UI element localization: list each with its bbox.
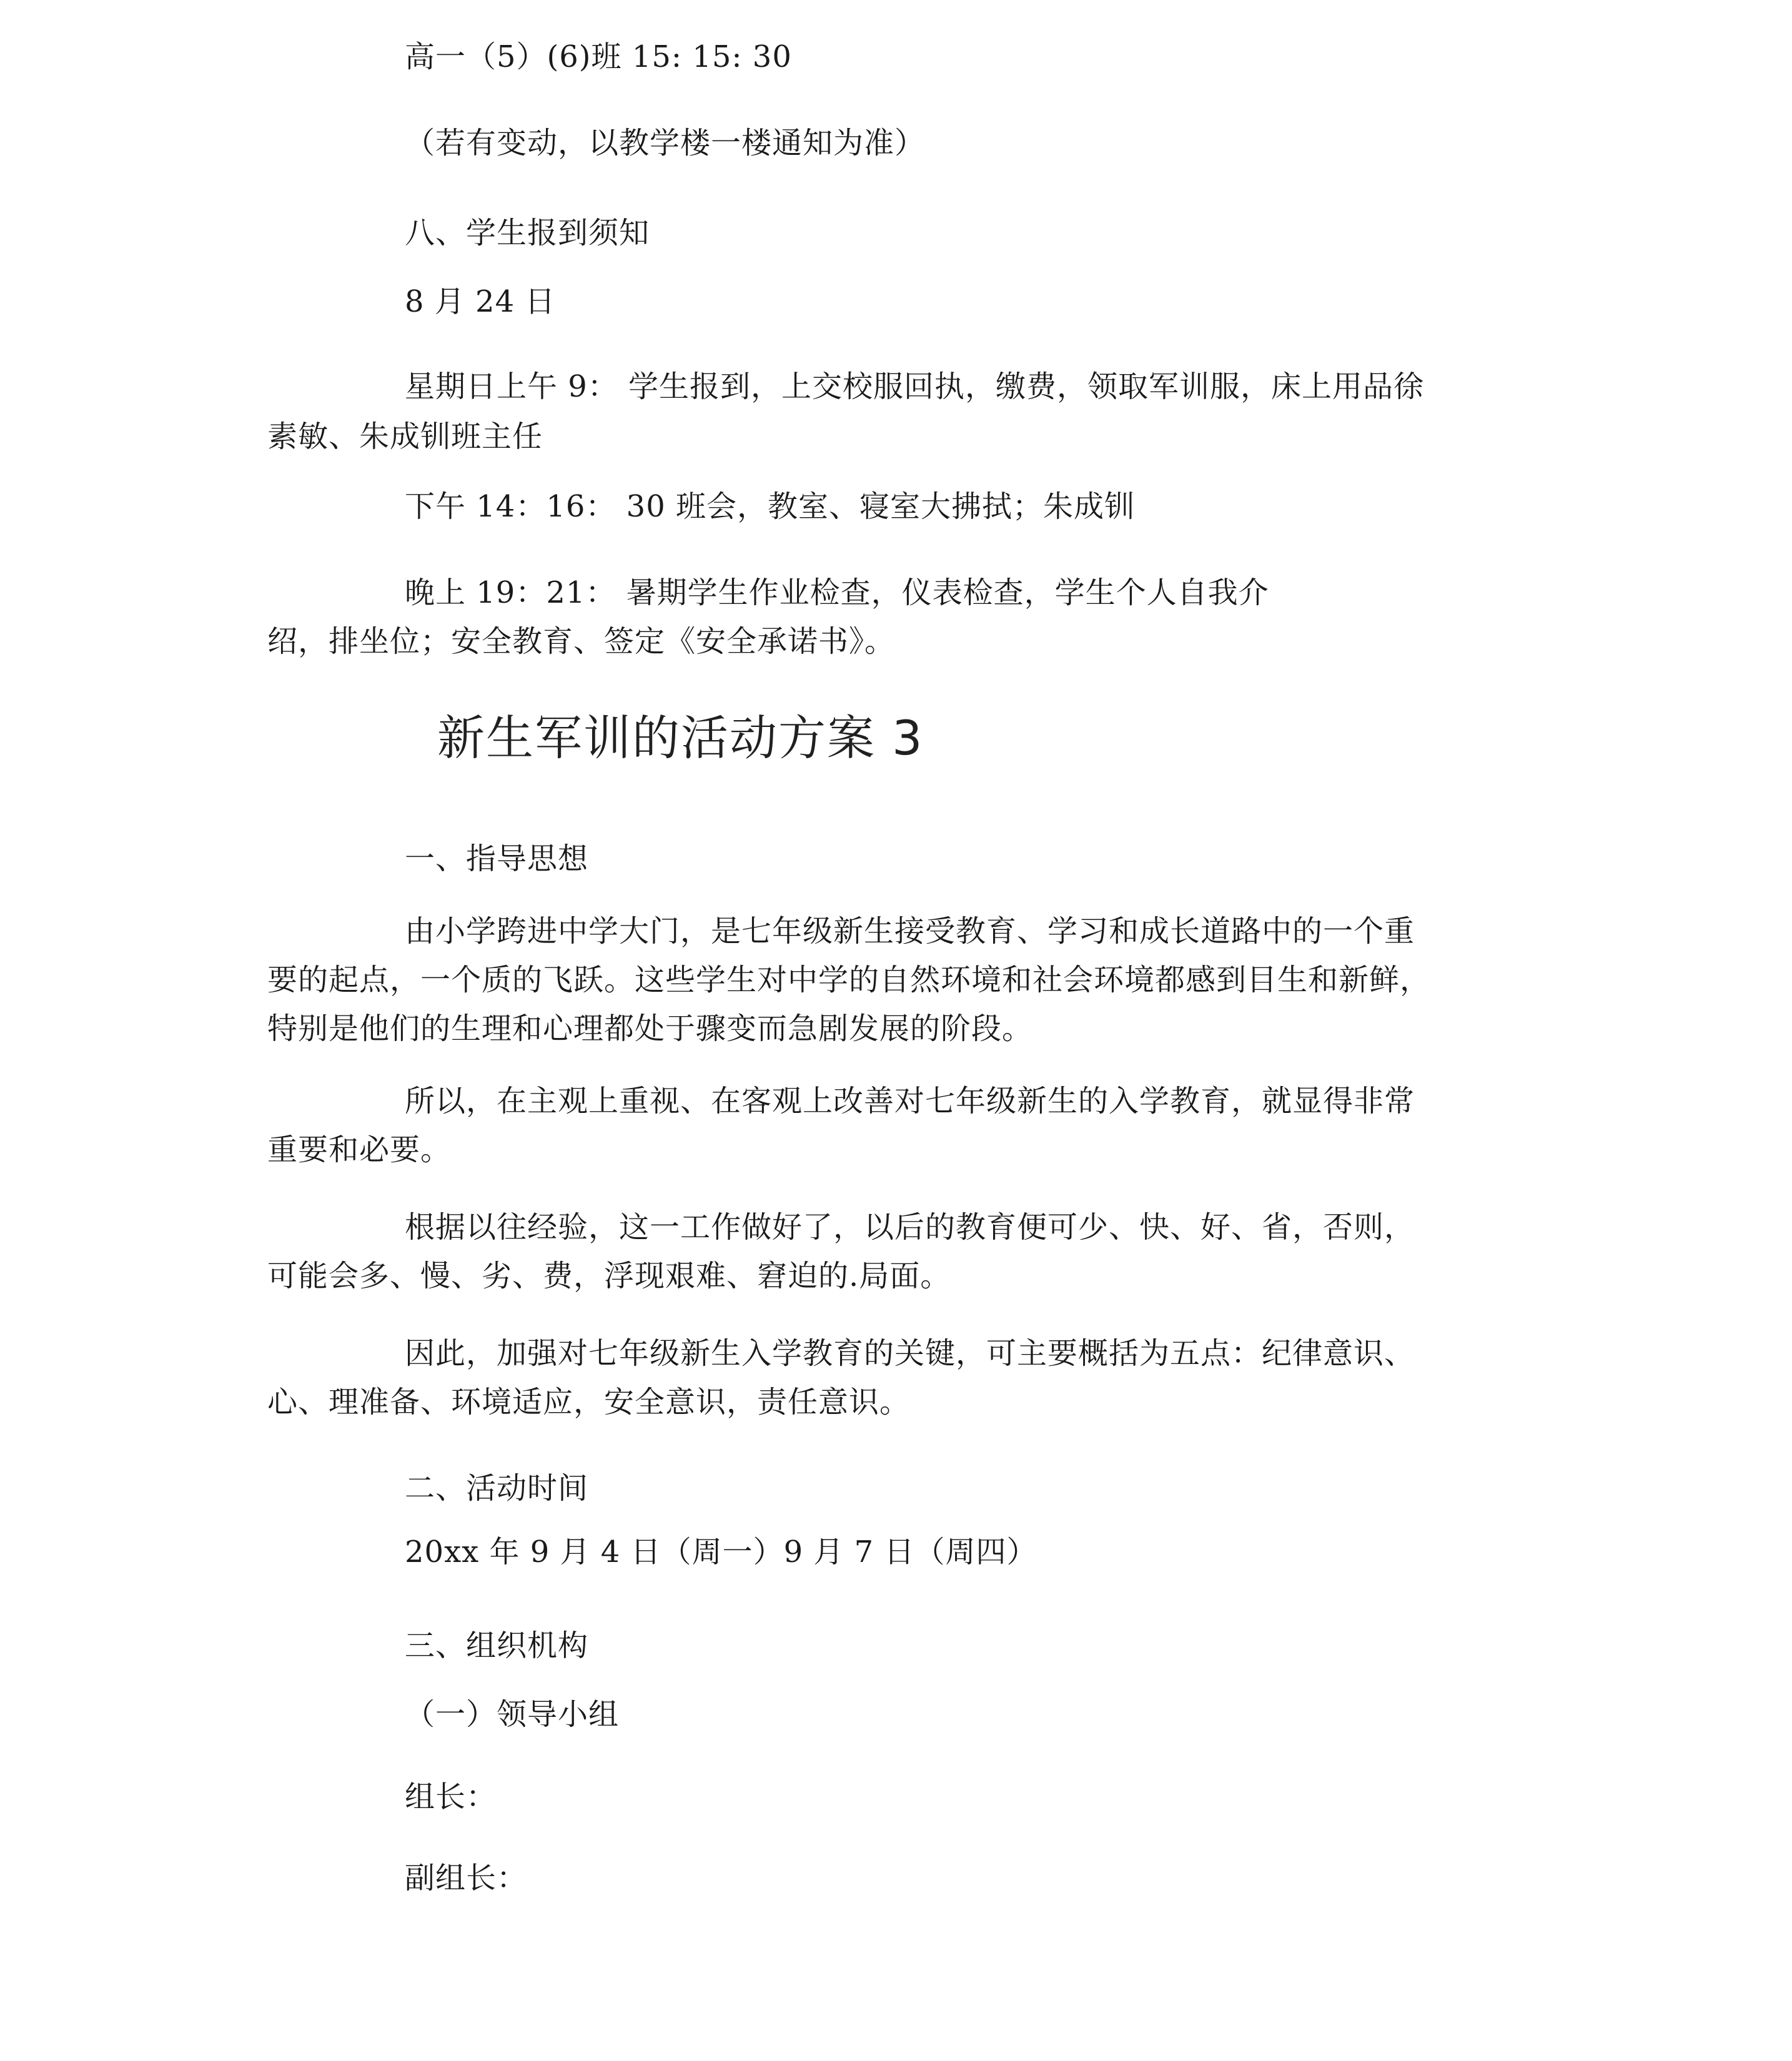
paragraph-3-line-2: 可能会多、慢、劣、费，浮现艰难、窘迫的.局面。 (267, 1258, 951, 1293)
paragraph-3-line-1: 根据以往经验，这一工作做好了，以后的教育便可少、快、好、省，否则， (405, 1210, 1415, 1245)
section-3-heading: 三、组织机构 (405, 1628, 589, 1663)
registration-date: 8 月 24 日 (405, 284, 556, 319)
paragraph-4-line-2: 心、理准备、环境适应，安全意识，责任意识。 (267, 1385, 911, 1420)
activity-dates: 20xx 年 9 月 4 日（周一）9 月 7 日（周四） (405, 1535, 1037, 1569)
paragraph-4-line-1: 因此，加强对七年级新生入学教育的关键，可主要概括为五点：纪律意识、 (405, 1336, 1415, 1371)
document-title: 新生军训的活动方案 3 (437, 710, 924, 766)
paragraph-2-line-2: 重要和必要。 (267, 1132, 452, 1167)
section-1-heading: 一、指导思想 (405, 841, 589, 876)
evening-schedule-line-2: 绍，排坐位；安全教育、签定《安全承诺书》。 (267, 624, 896, 659)
paragraph-1-line-3: 特别是他们的生理和心理都处于骤变而急剧发展的阶段。 (267, 1011, 1033, 1046)
paragraph-1-line-1: 由小学跨进中学大门，是七年级新生接受教育、学习和成长道路中的一个重 (405, 914, 1415, 949)
leadership-group-heading: （一）领导小组 (405, 1697, 620, 1732)
section-8-heading: 八、学生报到须知 (405, 215, 650, 250)
schedule-note: （若有变动，以教学楼一楼通知为准） (405, 126, 926, 161)
afternoon-schedule: 下午 14：16： 30 班会，教室、寝室大拂拭；朱成钏 (405, 489, 1136, 524)
morning-schedule-line-2: 素敏、朱成钏班主任 (267, 419, 543, 454)
morning-schedule-line-1: 星期日上午 9： 学生报到，上交校服回执，缴费，领取军训服，床上用品徐 (405, 369, 1425, 404)
paragraph-2-line-1: 所以，在主观上重视、在客观上改善对七年级新生的入学教育，就显得非常 (405, 1084, 1415, 1119)
group-leader-label: 组长： (405, 1779, 497, 1814)
evening-schedule-line-1: 晚上 19：21： 暑期学生作业检查，仪表检查，学生个人自我介 (405, 575, 1269, 610)
section-2-heading: 二、活动时间 (405, 1471, 589, 1506)
deputy-leader-label: 副组长： (405, 1861, 528, 1895)
paragraph-1-line-2: 要的起点，一个质的飞跃。这些学生对中学的自然环境和社会环境都感到目生和新鲜， (267, 962, 1431, 997)
class-schedule-line: 高一（5）(6)班 15: 15: 30 (405, 39, 792, 74)
